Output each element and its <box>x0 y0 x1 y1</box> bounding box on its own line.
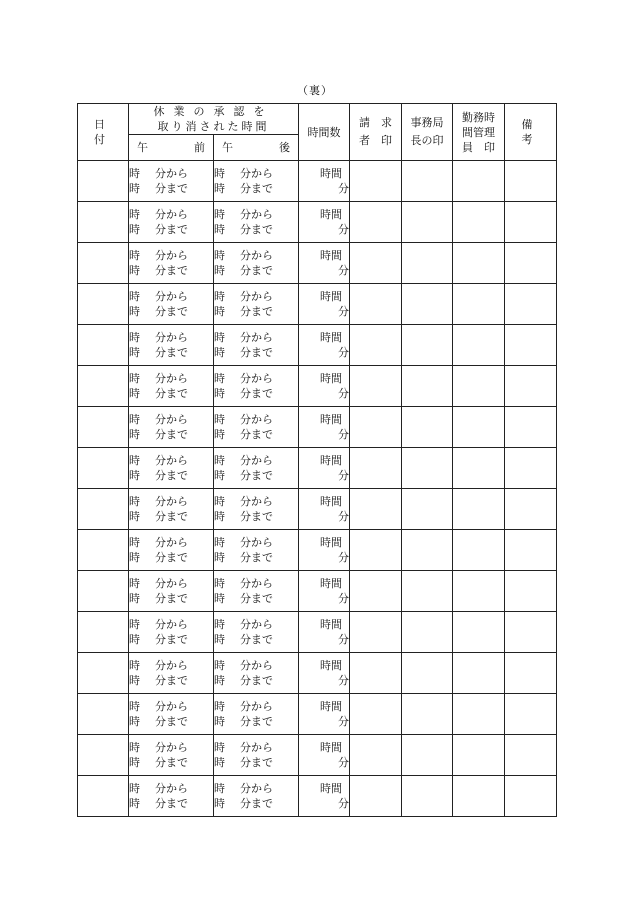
date-cell[interactable] <box>78 612 129 653</box>
hours-cell[interactable]: 時間 分 <box>299 776 350 817</box>
hours-cell[interactable]: 時間 分 <box>299 407 350 448</box>
manager-seal-cell[interactable] <box>453 202 505 243</box>
table-row <box>78 489 557 530</box>
pm-time-cell[interactable]: 時 分から 時 分まで <box>214 325 299 366</box>
requester-seal-cell[interactable] <box>350 735 402 776</box>
manager-seal-cell[interactable] <box>453 776 505 817</box>
requester-seal-cell[interactable] <box>350 243 402 284</box>
remarks-cell[interactable] <box>505 325 557 366</box>
date-cell[interactable] <box>78 366 129 407</box>
am-header: 午 前 <box>129 135 214 161</box>
requester-seal-cell[interactable] <box>350 448 402 489</box>
cancelled-time-header-line1: 休業の承認を <box>153 105 274 118</box>
table-row <box>78 161 557 202</box>
manager-seal-cell[interactable] <box>453 653 505 694</box>
pm-time-cell[interactable]: 時 分から 時 分まで <box>214 735 299 776</box>
requester-seal-cell[interactable] <box>350 694 402 735</box>
director-seal-cell[interactable] <box>402 366 453 407</box>
requester-seal-cell[interactable] <box>350 161 402 202</box>
am-time-cell[interactable]: 時 分から 時 分まで <box>129 530 214 571</box>
director-seal-cell[interactable] <box>402 448 453 489</box>
manager-seal-cell[interactable] <box>453 448 505 489</box>
remarks-cell[interactable] <box>505 776 557 817</box>
pm-time-cell[interactable]: 時 分から 時 分まで <box>214 489 299 530</box>
director-seal-cell[interactable] <box>402 284 453 325</box>
remarks-cell[interactable] <box>505 612 557 653</box>
director-seal-cell[interactable] <box>402 612 453 653</box>
director-seal-header: 事務局 長の印 <box>402 104 453 161</box>
hours-cell[interactable]: 時間 分 <box>299 202 350 243</box>
table-row <box>78 448 557 489</box>
date-cell[interactable] <box>78 161 129 202</box>
director-seal-cell[interactable] <box>402 735 453 776</box>
am-time-cell[interactable]: 時 分から 時 分まで <box>129 366 214 407</box>
pm-time-cell[interactable]: 時 分から 時 分まで <box>214 202 299 243</box>
hours-cell[interactable]: 時間 分 <box>299 325 350 366</box>
remarks-cell[interactable] <box>505 448 557 489</box>
requester-seal-header: 請 求 者 印 <box>350 104 402 161</box>
remarks-cell[interactable] <box>505 366 557 407</box>
hours-cell[interactable]: 時間 分 <box>299 653 350 694</box>
date-cell[interactable] <box>78 530 129 571</box>
table-row <box>78 612 557 653</box>
work-time-cancellation-table <box>77 103 557 817</box>
director-seal-cell[interactable] <box>402 161 453 202</box>
header-row <box>78 104 557 135</box>
table-row <box>78 530 557 571</box>
pm-time-cell[interactable]: 時 分から 時 分まで <box>214 612 299 653</box>
hours-cell[interactable]: 時間 分 <box>299 530 350 571</box>
table-row <box>78 735 557 776</box>
hours-cell[interactable]: 時間 分 <box>299 694 350 735</box>
remarks-cell[interactable] <box>505 694 557 735</box>
date-cell[interactable] <box>78 202 129 243</box>
date-cell[interactable] <box>78 448 129 489</box>
pm-time-cell[interactable]: 時 分から 時 分まで <box>214 530 299 571</box>
pm-time-cell[interactable]: 時 分から 時 分まで <box>214 694 299 735</box>
date-cell[interactable] <box>78 284 129 325</box>
pm-header: 午 後 <box>214 135 299 161</box>
pm-time-cell[interactable]: 時 分から 時 分まで <box>214 571 299 612</box>
hours-cell[interactable]: 時間 分 <box>299 612 350 653</box>
pm-time-cell[interactable]: 時 分から 時 分まで <box>214 776 299 817</box>
manager-seal-cell[interactable] <box>453 284 505 325</box>
table-row <box>78 202 557 243</box>
remarks-cell[interactable] <box>505 161 557 202</box>
director-seal-cell[interactable] <box>402 653 453 694</box>
date-cell[interactable] <box>78 694 129 735</box>
hours-cell[interactable]: 時間 分 <box>299 366 350 407</box>
director-seal-cell[interactable] <box>402 530 453 571</box>
director-seal-cell[interactable] <box>402 325 453 366</box>
manager-seal-cell[interactable] <box>453 694 505 735</box>
remarks-cell[interactable] <box>505 653 557 694</box>
remarks-cell[interactable] <box>505 407 557 448</box>
remarks-cell[interactable] <box>505 735 557 776</box>
am-time-cell[interactable]: 時 分から 時 分まで <box>129 694 214 735</box>
manager-seal-cell[interactable] <box>453 735 505 776</box>
pm-time-cell[interactable]: 時 分から 時 分まで <box>214 243 299 284</box>
date-cell[interactable] <box>78 325 129 366</box>
table-row <box>78 776 557 817</box>
am-time-cell[interactable]: 時 分から 時 分まで <box>129 735 214 776</box>
requester-seal-cell[interactable] <box>350 407 402 448</box>
page-heading: （裏） <box>297 84 333 97</box>
pm-time-cell[interactable]: 時 分から 時 分まで <box>214 284 299 325</box>
am-time-cell[interactable]: 時 分から 時 分まで <box>129 325 214 366</box>
cancelled-time-header <box>129 104 299 135</box>
hours-cell[interactable]: 時間 分 <box>299 284 350 325</box>
am-time-cell[interactable]: 時 分から 時 分まで <box>129 776 214 817</box>
date-cell[interactable] <box>78 776 129 817</box>
date-cell[interactable] <box>78 243 129 284</box>
hours-cell[interactable]: 時間 分 <box>299 735 350 776</box>
am-time-cell[interactable]: 時 分から 時 分まで <box>129 489 214 530</box>
hours-cell[interactable]: 時間 分 <box>299 243 350 284</box>
am-time-cell[interactable]: 時 分から 時 分まで <box>129 407 214 448</box>
remarks-cell[interactable] <box>505 571 557 612</box>
remarks-cell[interactable] <box>505 202 557 243</box>
table-row <box>78 366 557 407</box>
manager-seal-cell[interactable] <box>453 161 505 202</box>
hours-header: 時間数 <box>299 104 350 161</box>
table-row <box>78 284 557 325</box>
date-cell[interactable] <box>78 489 129 530</box>
requester-seal-cell[interactable] <box>350 366 402 407</box>
requester-seal-cell[interactable] <box>350 530 402 571</box>
pm-time-cell[interactable]: 時 分から 時 分まで <box>214 448 299 489</box>
table-row <box>78 325 557 366</box>
manager-seal-cell[interactable] <box>453 243 505 284</box>
table-row <box>78 694 557 735</box>
am-time-cell[interactable]: 時 分から 時 分まで <box>129 612 214 653</box>
requester-seal-cell[interactable] <box>350 284 402 325</box>
director-seal-cell[interactable] <box>402 489 453 530</box>
manager-seal-cell[interactable] <box>453 489 505 530</box>
pm-time-cell[interactable]: 時 分から 時 分まで <box>214 366 299 407</box>
remarks-cell[interactable] <box>505 243 557 284</box>
date-cell[interactable] <box>78 407 129 448</box>
table-row <box>78 243 557 284</box>
date-cell[interactable] <box>78 653 129 694</box>
hours-cell[interactable]: 時間 分 <box>299 161 350 202</box>
director-seal-cell[interactable] <box>402 407 453 448</box>
remarks-cell[interactable] <box>505 530 557 571</box>
date-cell[interactable] <box>78 735 129 776</box>
am-time-cell[interactable]: 時 分から 時 分まで <box>129 161 214 202</box>
requester-seal-cell[interactable] <box>350 776 402 817</box>
requester-seal-cell[interactable] <box>350 612 402 653</box>
remarks-cell[interactable] <box>505 489 557 530</box>
manager-seal-cell[interactable] <box>453 612 505 653</box>
pm-time-cell[interactable]: 時 分から 時 分まで <box>214 161 299 202</box>
am-time-cell[interactable]: 時 分から 時 分まで <box>129 571 214 612</box>
manager-seal-cell[interactable] <box>453 325 505 366</box>
director-seal-cell[interactable] <box>402 694 453 735</box>
pm-time-cell[interactable]: 時 分から 時 分まで <box>214 407 299 448</box>
manager-seal-header: 勤務時 間管理 員 印 <box>453 104 505 161</box>
table-row <box>78 407 557 448</box>
hours-cell[interactable]: 時間 分 <box>299 448 350 489</box>
requester-seal-cell[interactable] <box>350 489 402 530</box>
manager-seal-cell[interactable] <box>453 530 505 571</box>
manager-seal-cell[interactable] <box>453 407 505 448</box>
cancelled-time-header-line2: 取り消された時間 <box>157 120 270 133</box>
am-time-cell[interactable]: 時 分から 時 分まで <box>129 448 214 489</box>
am-time-cell[interactable]: 時 分から 時 分まで <box>129 653 214 694</box>
manager-seal-cell[interactable] <box>453 571 505 612</box>
remarks-header: 備 考 <box>505 104 557 161</box>
hours-cell[interactable]: 時間 分 <box>299 489 350 530</box>
requester-seal-cell[interactable] <box>350 325 402 366</box>
requester-seal-cell[interactable] <box>350 202 402 243</box>
requester-seal-cell[interactable] <box>350 653 402 694</box>
date-header: 日 付 <box>78 104 129 161</box>
pm-time-cell[interactable]: 時 分から 時 分まで <box>214 653 299 694</box>
director-seal-cell[interactable] <box>402 571 453 612</box>
date-cell[interactable] <box>78 571 129 612</box>
table-row <box>78 653 557 694</box>
requester-seal-cell[interactable] <box>350 571 402 612</box>
am-time-cell[interactable]: 時 分から 時 分まで <box>129 243 214 284</box>
remarks-cell[interactable] <box>505 284 557 325</box>
director-seal-cell[interactable] <box>402 202 453 243</box>
manager-seal-cell[interactable] <box>453 366 505 407</box>
am-time-cell[interactable]: 時 分から 時 分まで <box>129 284 214 325</box>
director-seal-cell[interactable] <box>402 776 453 817</box>
table-row <box>78 571 557 612</box>
hours-cell[interactable]: 時間 分 <box>299 571 350 612</box>
am-time-cell[interactable]: 時 分から 時 分まで <box>129 202 214 243</box>
director-seal-cell[interactable] <box>402 243 453 284</box>
